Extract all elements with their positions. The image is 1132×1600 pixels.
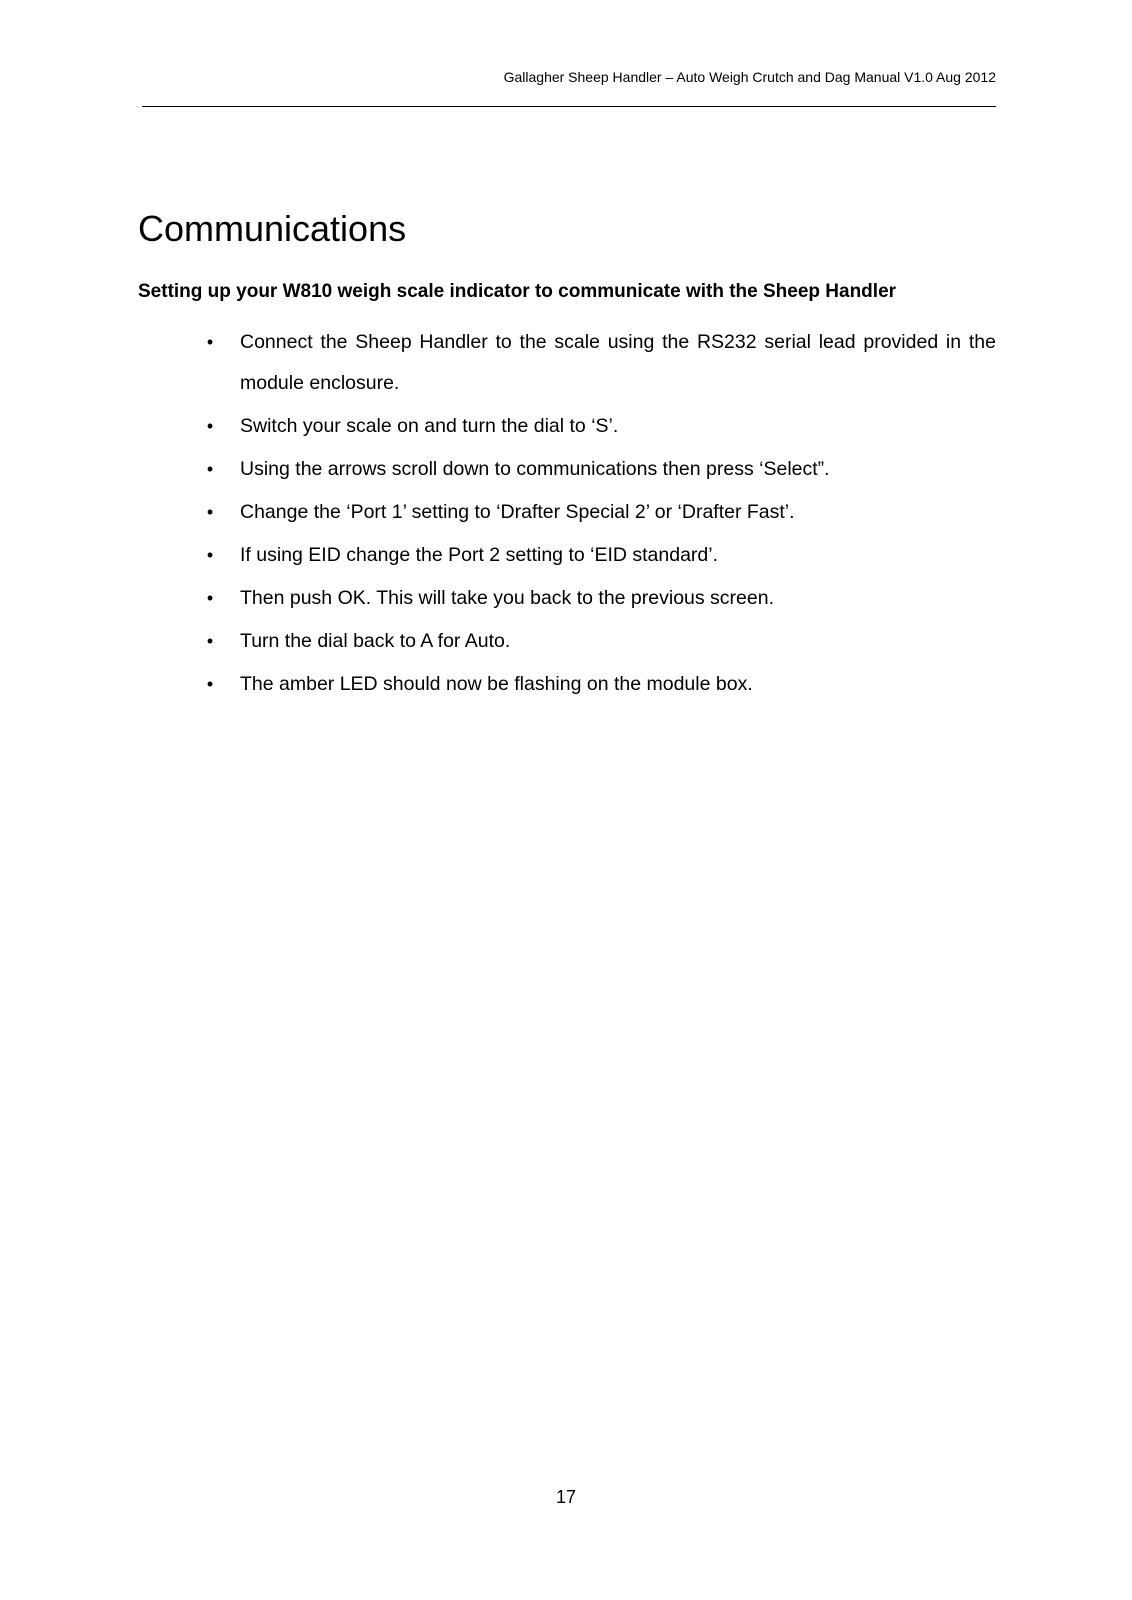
list-item-text: The amber LED should now be flashing on the module box.: [240, 673, 753, 695]
list-item-text: Switch your scale on and turn the dial to ‘S’.: [240, 415, 619, 437]
bullet-icon: •: [206, 416, 214, 436]
bullet-icon: •: [206, 545, 214, 565]
list-item: [203, 406, 996, 447]
section-title: Communications: [138, 208, 407, 249]
bullet-icon: •: [206, 459, 214, 479]
running-header: Gallagher Sheep Handler – Auto Weigh Crutch and Dag Manual V1.0 Aug 2012: [503, 69, 996, 85]
bullet-icon: •: [206, 502, 214, 522]
list-item-text: Then push OK. This will take you back to the previous screen.: [240, 587, 774, 609]
list-item: [203, 621, 996, 662]
list-item: [203, 578, 996, 619]
bullet-icon: •: [206, 674, 214, 694]
list-item: [203, 449, 996, 490]
bullet-icon: •: [206, 332, 214, 352]
list-item: [203, 322, 996, 404]
list-item-text: If using EID change the Port 2 setting to ‘EID standard’.: [240, 544, 719, 566]
instruction-list: [203, 322, 996, 707]
section-subheading: Setting up your W810 weigh scale indicator to communicate with the Sheep Handler: [138, 281, 897, 302]
list-item-text: Using the arrows scroll down to communications then press ‘Select”.: [240, 458, 830, 480]
list-item: [203, 664, 996, 705]
list-item-text: Connect the Sheep Handler to the scale using the RS232 serial lead provided in the module enclosure.: [240, 331, 996, 394]
page-number: 17: [555, 1487, 577, 1507]
list-item-text: Turn the dial back to A for Auto.: [240, 630, 511, 652]
bullet-icon: •: [206, 588, 214, 608]
header-rule: [142, 106, 996, 107]
bullet-icon: •: [206, 631, 214, 651]
list-item: [203, 492, 996, 533]
list-item: [203, 535, 996, 576]
list-item-text: Change the ‘Port 1’ setting to ‘Drafter Special 2’ or ‘Drafter Fast’.: [240, 501, 795, 523]
